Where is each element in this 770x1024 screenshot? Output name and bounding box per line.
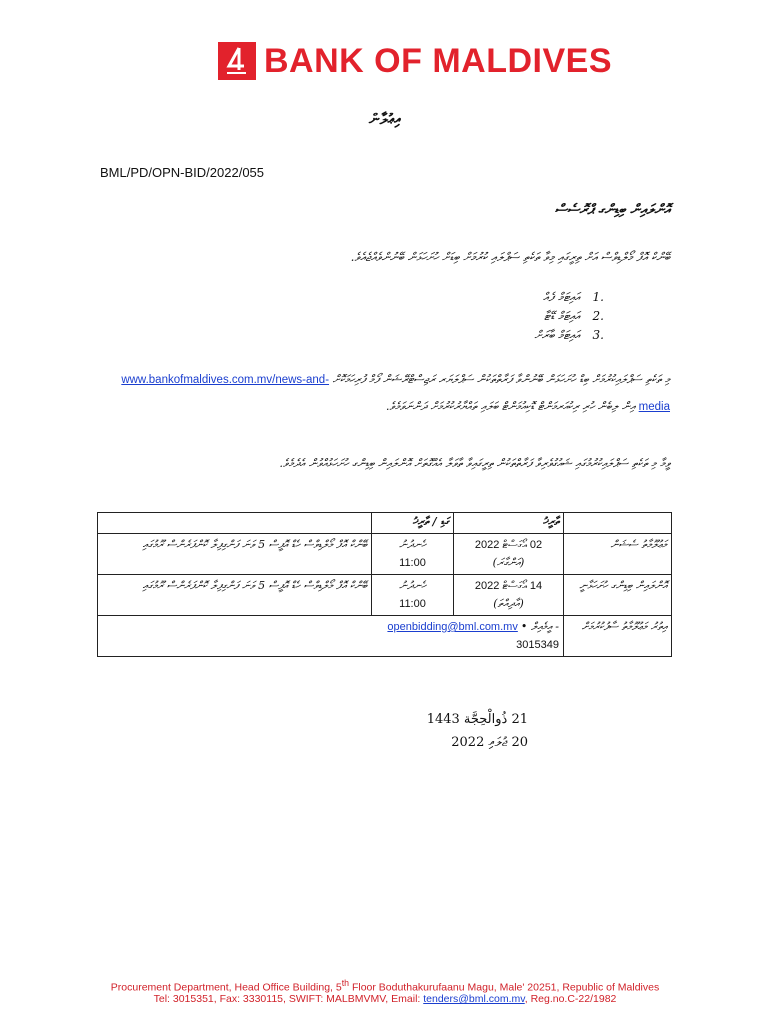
table-row: [98, 534, 672, 575]
footer-email-link[interactable]: tenders@bml.com.mv: [423, 993, 525, 1005]
contact-label: އިތުރު މަޢުލޫމާތު ސާފުކުރުމަށް: [564, 616, 672, 657]
item-list: [534, 288, 604, 345]
instructions-text-end: އިން ލިބެން ހުރި ރިކުއަރމަންޓް ޑޮކިއުމަންޓް ބަލައި ތައްޔާރުކުރުމަށް ދަންނަވަމެވެ.: [385, 399, 639, 413]
news-media-link[interactable]: www.bankofmaldives.com.mv/news-and-media: [121, 374, 670, 413]
notice-heading: އޮންލައިން ބިޑިންގ ޕްރޮސެސް: [554, 202, 670, 218]
bank-name: BANK OF MALDIVES: [264, 42, 612, 80]
footer-contact-start: Tel: 3015351, Fax: 3330115, SWIFT: MALBMVMV, Email:: [153, 993, 424, 1005]
row-time-label: ހެނދުނު: [399, 579, 426, 592]
list-item-number: .3: [592, 328, 604, 342]
footer-contact-end: , Reg.no.C-22/1982: [524, 993, 617, 1005]
table-header-description: [98, 513, 372, 534]
row-label: މަޢުލޫމާތު ސެޝަން: [564, 534, 672, 575]
contact-email-link[interactable]: openbidding@bml.com.mv: [387, 621, 518, 633]
row-description: ބޭންކް އޮފް މޯލްޑިވްސް ހެޑް އޮފީސް 5 ވަނަ ފަންގިފިލާ ކޮންފަރެންސް ރޫމުގައި: [98, 534, 372, 575]
row-date: 14 އޯގަސްޓް 2022: [474, 580, 543, 592]
row-time-label: ހެނދުނު: [399, 538, 426, 551]
footer-address-sup: th: [341, 978, 350, 988]
submission-paragraph: ވީމާ މި ތަކެތި ސަޕްލައިކުރުމުގައި ޝައުގުވެރިވާ ފަރާތްތަކުން ތިރީގައިވާ ތާވަލާ އެއްގޮތަށް އޮންލައިން ބިޑިންގ ހުށަހަޅުއްވުން އެދެމެވެ.: [279, 456, 670, 470]
instructions-paragraph: [100, 366, 670, 420]
list-item: [534, 307, 604, 326]
list-item-text: އައިޓަމް ފެއް: [542, 290, 580, 304]
footer-contact: [0, 993, 770, 1005]
table-header-time: ގަޑި / ތާރީޚު: [372, 513, 454, 534]
footer-address-start: Procurement Department, Head Office Building, 5: [110, 981, 342, 994]
bank-logo-icon: [218, 42, 256, 80]
table-row: [98, 616, 672, 657]
contact-phone: 3015349: [516, 639, 559, 651]
list-item: [534, 288, 604, 307]
table-header-row: [98, 513, 672, 534]
row-time-cell: [372, 575, 454, 616]
reference-number: BML/PD/OPN-BID/2022/055: [100, 165, 265, 180]
contact-email-label: • އީމެއިލް -: [520, 620, 559, 633]
row-day: (އަންގާރަ): [492, 556, 525, 569]
row-date-cell: [454, 575, 564, 616]
row-date: 02 އޯގަސްޓް 2022: [474, 539, 543, 551]
row-label: އޮންލައިން ބިޑިންގ ހުށަހަޅާނީ: [564, 575, 672, 616]
list-item-number: .1: [592, 290, 604, 304]
table-row: [98, 575, 672, 616]
list-item: [534, 326, 604, 345]
row-time-cell: [372, 534, 454, 575]
row-time: 11:00: [399, 557, 426, 569]
footer-address: [0, 978, 770, 994]
contact-cell: [98, 616, 564, 657]
issue-dates: [427, 708, 528, 754]
gregorian-date: 20 ޖުލައި 2022: [451, 735, 528, 750]
list-item-number: .2: [592, 309, 604, 323]
hijri-date: 21 ذُوالْحِجَّة 1443: [426, 712, 528, 727]
contact-email-line: [102, 618, 559, 636]
schedule-table: [97, 512, 672, 657]
bank-logo: [218, 42, 612, 80]
instructions-text: މި ތަކެތި ސަޕްލައިކުރުމަށް ބިޑް ހުށަހަޅަން ބޭނުންވާ ފަރާތްތަކުން ސަޕްލަޔަރ ރަޖިސްޓްރޭޝަން ފޯމް ފުރިހަމަކޮށް: [329, 372, 670, 386]
row-date-cell: [454, 534, 564, 575]
table-header-label: [564, 513, 672, 534]
list-item-text: އައިޓަމް ބާރަށް: [534, 328, 580, 342]
row-description: ބޭންކް އޮފް މޯލްޑިވްސް ހެޑް އޮފީސް 5 ވަނަ ފަންގިފިލާ ކޮންފަރެންސް ރޫމުގައި: [98, 575, 372, 616]
table-header-date: ތާރީޚު: [454, 513, 564, 534]
intro-paragraph: ބޭންކް އޮފް މޯލްޑިވްސް އަށް ތިރީގައި މިވާ ތަކެތި ސަޕްލައި ކުރުމަށް ބިޑަށް ހުށަހަޅަން ބޭނުންވެއްޖެއެވެ.: [350, 250, 670, 264]
row-time: 11:00: [399, 598, 426, 610]
footer-address-end: Floor Boduthakurufaanu Magu, Male' 20251, Republic of Maldives: [349, 981, 660, 994]
row-day: (އާދިއްތަ): [493, 597, 524, 610]
list-item-text: އައިޓަމް ޑޭޓާ: [544, 309, 580, 323]
notice-title: އިޢުލާން: [368, 110, 402, 128]
